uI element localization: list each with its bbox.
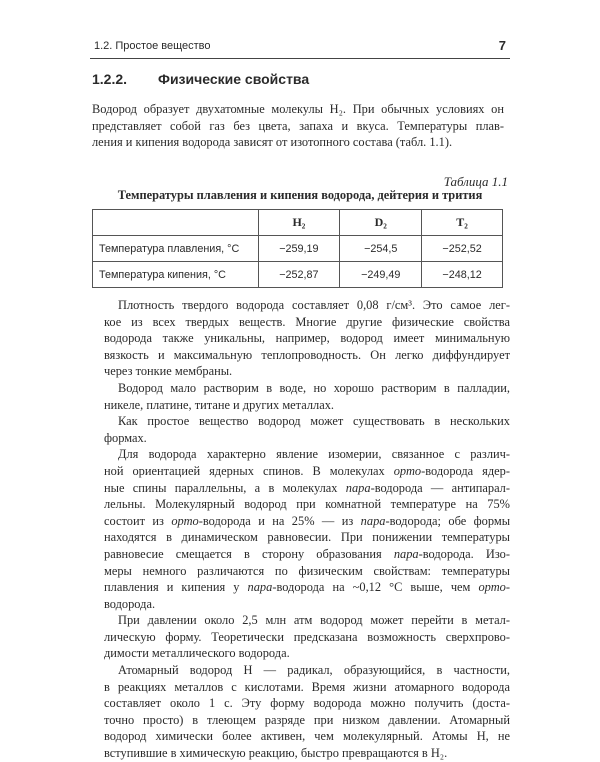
table-cell: −249,49 [340,262,422,288]
table-cell: −252,87 [258,262,340,288]
text-line: димости металлического водорода. [104,646,290,661]
table-header-row [93,210,503,236]
section-number: 1.2.2. [92,71,128,87]
text-line: Для водорода характерно явление изомерии, связанное с различ- [118,447,510,462]
text-line: Плотность твердого водорода составляет 0,08 г/см³. Это самое лег- [118,298,510,312]
text-line: плавления и кипения у пара-водорода на ~0,12 °С выше, чем орто- [104,580,510,595]
text-line: никеле, платине, титане и других металлах. [104,397,334,412]
running-header-section: 1.2. Простое вещество [94,40,211,52]
page-number: 7 [498,38,506,53]
text-line: меры немного различаются по физическим свойствам: температуры [104,563,510,578]
table-title: Температуры плавления и кипения водорода, дейтерия и трития [117,188,483,202]
row-label: Температура кипения, °С [93,262,259,288]
text-line: Водород мало растворим в воде, но хорошо растворим в палладии, [118,380,510,395]
running-header [90,38,510,59]
text-line: вступившие в химическую реакцию, быстро превращаются в H₂. [104,746,448,761]
table-cell: −259,19 [258,236,340,262]
text-line: равновесие смещается в сторону образования пара-водорода. Изо- [104,546,510,561]
text-line: Атомарный водород H — радикал, образующийся, в частности, [118,663,510,678]
text-line: лельны. Молекулярный водород при комнатной температуре на 75% [104,497,510,512]
text-line: Водород образует двухатомные молекулы H₂. При обычных условиях он [92,102,504,116]
text-line: находятся в динамическом равновесии. При понижении температуры [104,530,510,545]
text-line: вязкость и максимальную теплопроводность. Он легко диффундирует [104,347,510,362]
intro-paragraph [92,101,504,151]
text-line: ления и кипения водорода зависят от изотопного состава (табл. 1.1). [92,135,453,150]
text-line: водорода. [104,596,156,611]
table-header-cell: T₂ [422,210,503,236]
body-text [104,297,510,762]
text-line: водорода также уникальны, например, водород имеет минимальную [104,331,510,346]
text-line: состоит из орто-водорода и на 25% — из пара-водорода; обе формы [104,513,511,528]
section-heading [92,71,309,87]
row-label: Температура плавления, °С [93,236,259,262]
text-line: кое из всех твердых веществ. Многие другие физические свойства [104,314,510,329]
table-header-cell [93,210,259,236]
text-line: лическую форму. Теоретически предсказана возможность сверхпрово- [104,629,510,644]
table-row [93,236,503,262]
text-line: водород химически более активен, чем молекулярный. Атомы H, не [104,729,510,744]
table-cell: −252,52 [422,236,503,262]
table-row [93,262,503,288]
text-line: точно просто) в тлеющем разряде при низком давлении. Атомарный [104,712,510,727]
table-header-cell: D₂ [340,210,422,236]
text-line: в реакциях металлов с кислотами. Время жизни атомарного водорода [104,679,510,694]
table-header-cell: H₂ [258,210,340,236]
section-title: Физические свойства [158,71,310,87]
text-line: При давлении около 2,5 млн атм водород может перейти в метал- [118,613,510,628]
melting-boiling-table [92,209,503,288]
text-line: ные спины параллельны, а в молекулах пара-водорода — антипарал- [104,480,510,495]
table-cell: −254,5 [340,236,422,262]
text-line: через тонкие мембраны. [104,364,233,379]
text-line: представляет собой газ без цвета, запаха и вкуса. Температуры плав- [92,118,504,133]
text-line: Как простое вещество водород может существовать в нескольких [118,414,510,429]
table-cell: −248,12 [422,262,503,288]
table-caption: Таблица 1.1 [443,174,508,189]
text-line: составляет около 1 с. Эту форму водорода можно получить (доста- [104,696,510,711]
text-line: ной ориентацией ядерных спинов. В молекулах орто-водорода ядер- [104,463,510,478]
text-line: формах. [104,430,147,445]
